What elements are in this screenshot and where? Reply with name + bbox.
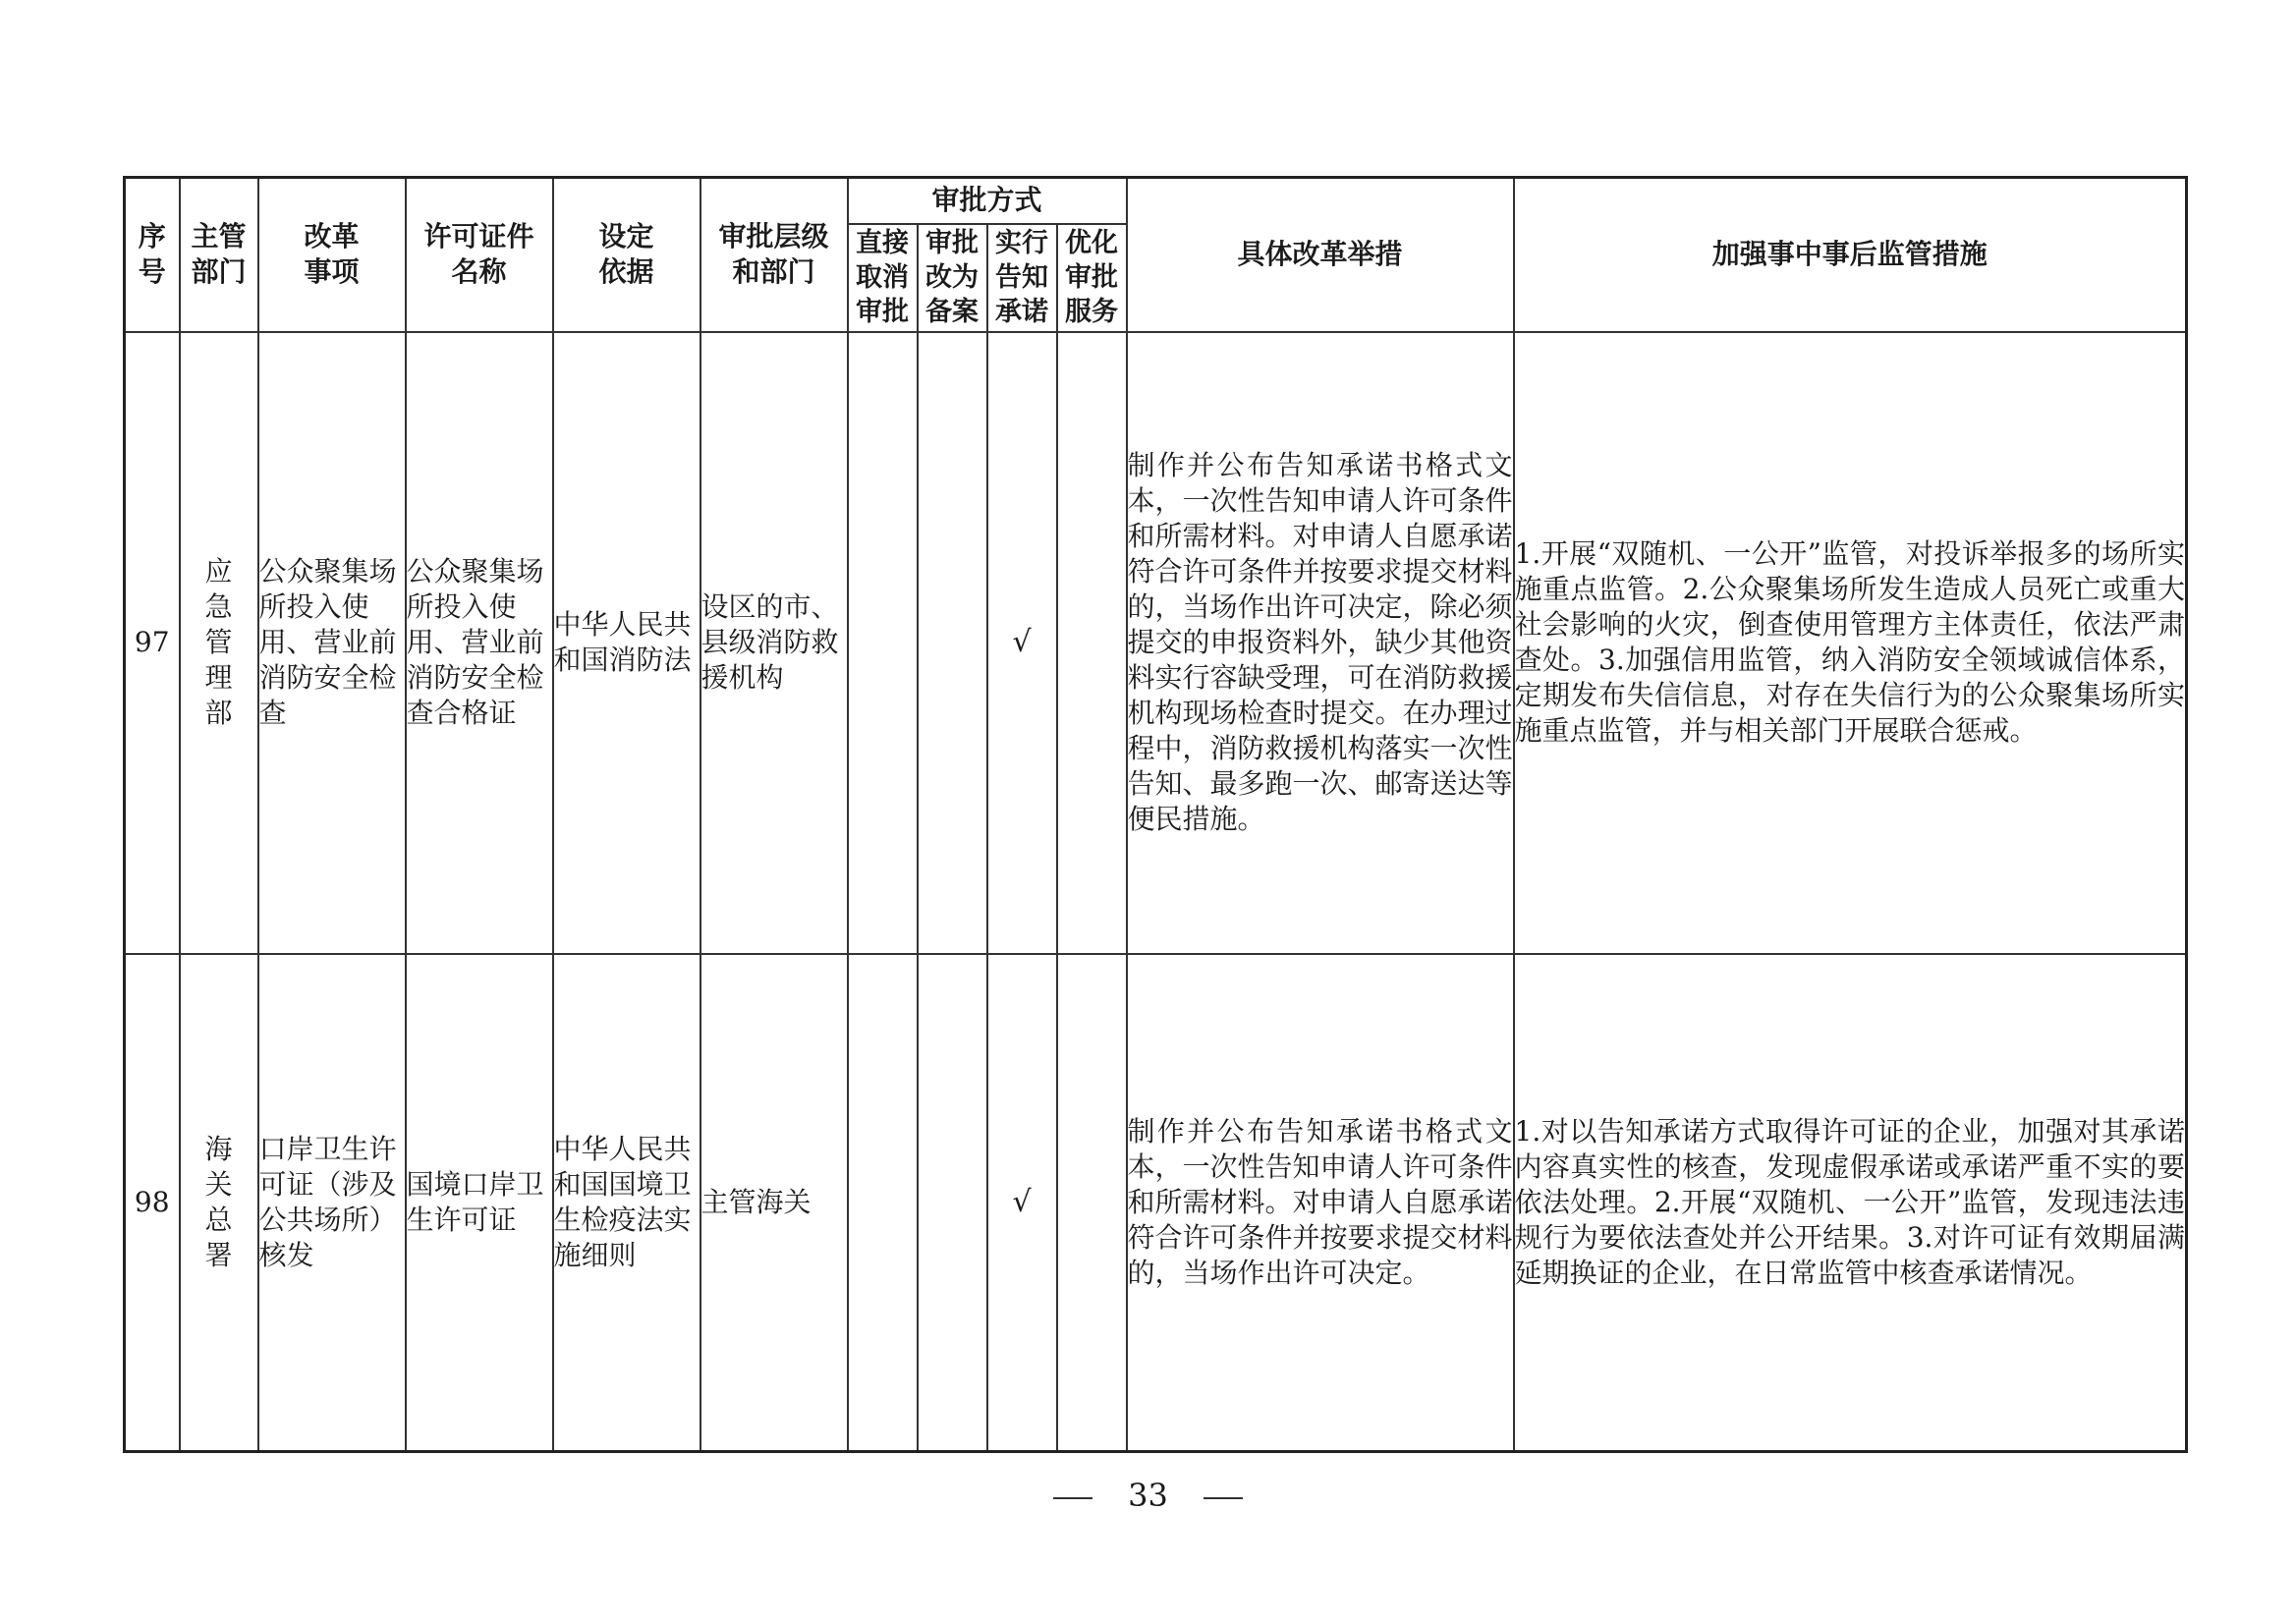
row-supervision: 1.对以告知承诺方式取得许可证的企业，加强对其承诺内容真实性的核查，发现虚假承诺或承诺严重不实的要依法处理。2.开展“双随机、一公开”监管，发现违法违规行为要依法查处并公开结果。3.对许可证有效期届满延期换证的企业，在日常监管中核查承诺情况。 — [1514, 954, 2187, 1452]
page-footer — [0, 1476, 2296, 1515]
header-method-cancel: 直接取消审批 — [848, 224, 918, 332]
row-method-cancel — [848, 332, 918, 954]
row-seq: 98 — [125, 954, 180, 1452]
header-level: 审批层级和部门 — [700, 178, 848, 332]
header-basis: 设定依据 — [553, 178, 700, 332]
row-item: 公众聚集场所投入使用、营业前消防安全检查 — [258, 332, 406, 954]
row-dept: 应急管理部 — [180, 332, 258, 954]
table-row — [125, 332, 2187, 954]
row-license: 国境口岸卫生许可证 — [406, 954, 553, 1452]
row-basis: 中华人民共和国消防法 — [553, 332, 700, 954]
row-level: 主管海关 — [700, 954, 848, 1452]
header-method-optimize: 优化审批服务 — [1057, 224, 1127, 332]
table-row — [125, 954, 2187, 1452]
header-dept: 主管部门 — [180, 178, 258, 332]
row-item: 口岸卫生许可证（涉及公共场所）核发 — [258, 954, 406, 1452]
header-measures: 具体改革举措 — [1127, 178, 1514, 332]
header-method-commitment: 实行告知承诺 — [987, 224, 1057, 332]
row-license: 公众聚集场所投入使用、营业前消防安全检查合格证 — [406, 332, 553, 954]
row-method-commitment: √ — [987, 954, 1057, 1452]
row-method-filing — [918, 332, 987, 954]
row-method-filing — [918, 954, 987, 1452]
header-row — [125, 178, 2187, 224]
footer-dash-left — [1053, 1497, 1092, 1499]
row-method-cancel — [848, 954, 918, 1452]
row-measures: 制作并公布告知承诺书格式文本，一次性告知申请人许可条件和所需材料。对申请人自愿承诺符合许可条件并按要求提交材料的，当场作出许可决定。 — [1127, 954, 1514, 1452]
header-license: 许可证件名称 — [406, 178, 553, 332]
row-seq: 97 — [125, 332, 180, 954]
header-seq: 序号 — [125, 178, 180, 332]
row-basis: 中华人民共和国国境卫生检疫法实施细则 — [553, 954, 700, 1452]
reform-table — [123, 176, 2188, 1453]
row-measures: 制作并公布告知承诺书格式文本，一次性告知申请人许可条件和所需材料。对申请人自愿承诺符合许可条件并按要求提交材料的，当场作出许可决定，除必须提交的申报资料外，缺少其他资料实行容缺受理，可在消防救援机构现场检查时提交。在办理过程中，消防救援机构落实一次性告知、最多跑一次、邮寄送达等便民措施。 — [1127, 332, 1514, 954]
header-method-group: 审批方式 — [848, 178, 1127, 224]
row-dept: 海关总署 — [180, 954, 258, 1452]
row-level: 设区的市、县级消防救援机构 — [700, 332, 848, 954]
header-supervision: 加强事中事后监管措施 — [1514, 178, 2187, 332]
header-method-filing: 审批改为备案 — [918, 224, 987, 332]
row-supervision: 1.开展“双随机、一公开”监管，对投诉举报多的场所实施重点监管。2.公众聚集场所发生造成人员死亡或重大社会影响的火灾，倒查使用管理方主体责任，依法严肃查处。3.加强信用监管，纳入消防安全领域诚信体系，定期发布失信信息，对存在失信行为的公众聚集场所实施重点监管，并与相关部门开展联合惩戒。 — [1514, 332, 2187, 954]
header-item: 改革事项 — [258, 178, 406, 332]
row-method-optimize — [1057, 332, 1127, 954]
footer-dash-right — [1204, 1497, 1243, 1499]
row-method-optimize — [1057, 954, 1127, 1452]
page-number: 33 — [1128, 1477, 1168, 1514]
row-method-commitment: √ — [987, 332, 1057, 954]
